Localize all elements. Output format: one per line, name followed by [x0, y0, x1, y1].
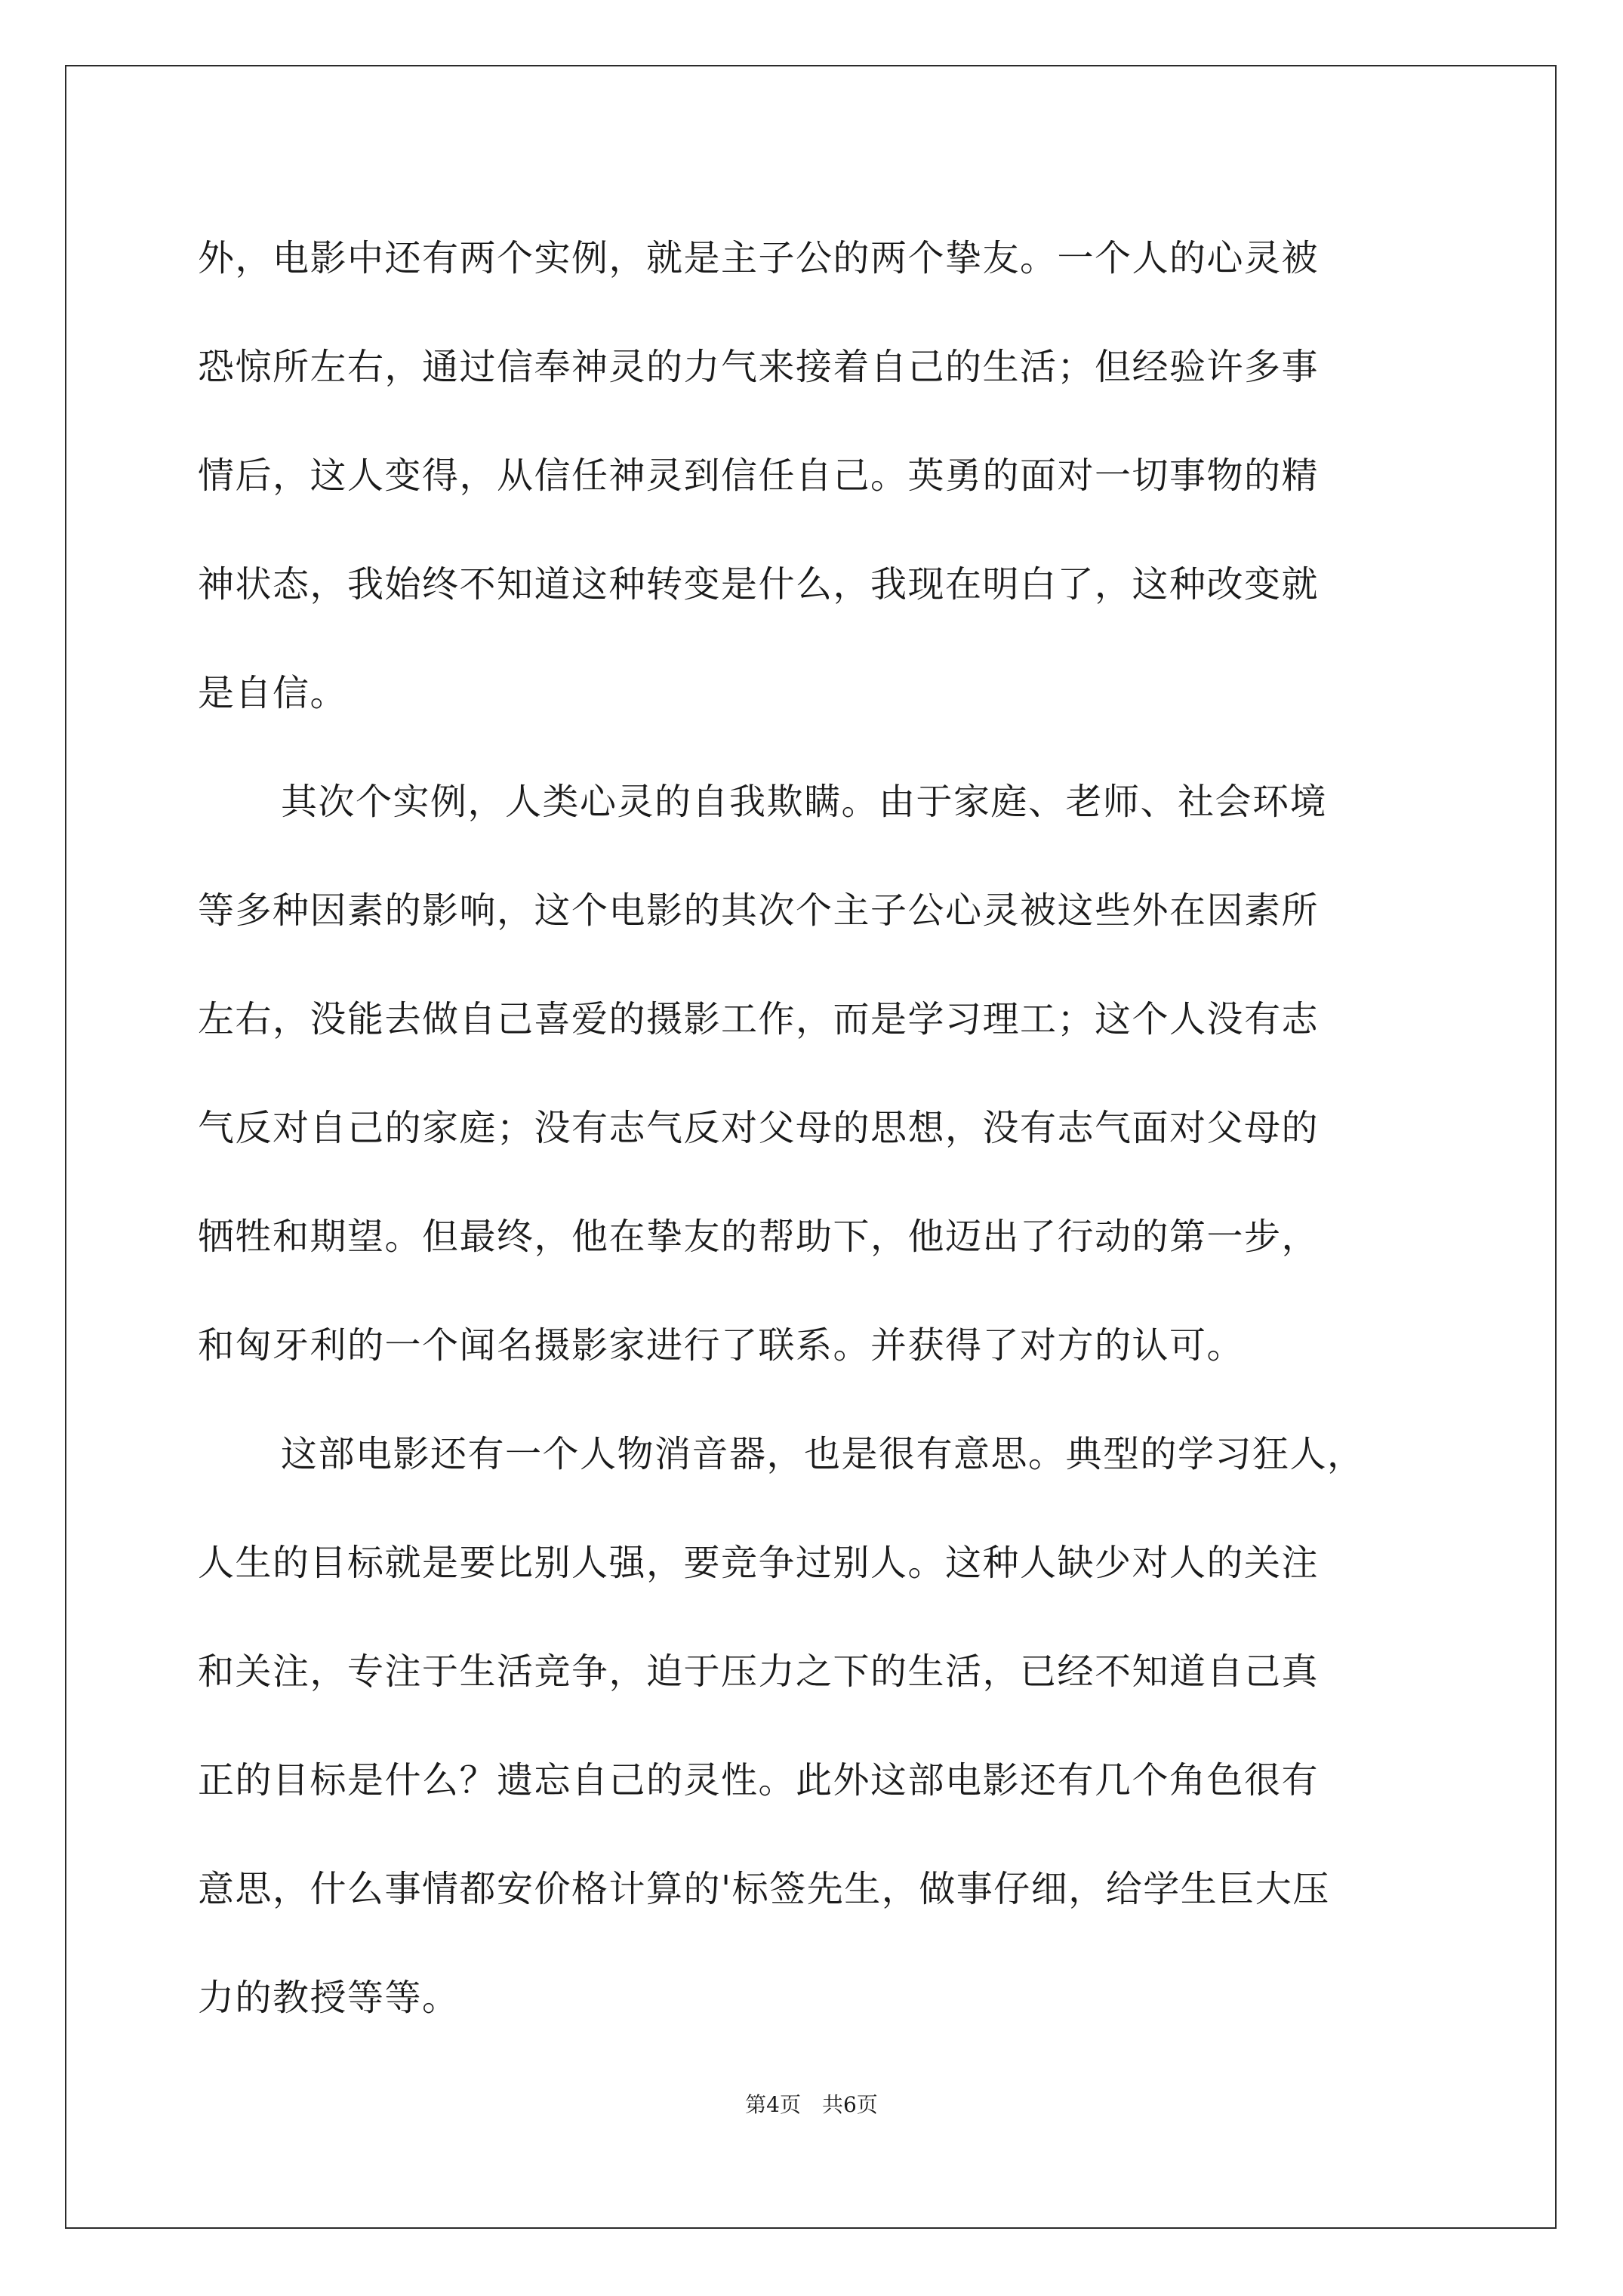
- text-line: 和匈牙利的一个闻名摄影家进行了联系。并获得了对方的认可。: [198, 1324, 1245, 1367]
- text-line: 左右，没能去做自己喜爱的摄影工作，而是学习理工；这个人没有志: [198, 998, 1320, 1040]
- text-line: 情后，这人变得，从信任神灵到信任自己。英勇的面对一切事物的精: [198, 455, 1320, 497]
- paragraph: [198, 747, 1436, 1400]
- text-line: 和关注，专注于生活竞争，迫于压力之下的生活，已经不知道自己真: [198, 1650, 1320, 1693]
- text-line: 是自信。: [198, 672, 348, 714]
- text-line: 正的目标是什么？遗忘自己的灵性。此外这部电影还有几个角色很有: [198, 1759, 1320, 1801]
- text-line: 其次个实例，人类心灵的自我欺瞒。由于家庭、老师、社会环境: [281, 781, 1328, 823]
- text-line: 这部电影还有一个人物消音器，也是很有意思。典型的学习狂人，: [281, 1433, 1365, 1475]
- paragraph: [198, 1400, 1436, 2052]
- text-line: 意思，什么事情都安价格计算的'标签先生，做事仔细，给学生巨大压: [198, 1868, 1330, 1910]
- document-body: [198, 204, 1436, 2052]
- text-line: 气反对自己的家庭；没有志气反对父母的思想，没有志气面对父母的: [198, 1107, 1320, 1149]
- text-line: 等多种因素的影响，这个电影的其次个主子公心灵被这些外在因素所: [198, 889, 1320, 932]
- text-line: 外，电影中还有两个实例，就是主子公的两个挚友。一个人的心灵被: [198, 237, 1320, 279]
- text-line: 神状态，我始终不知道这种转变是什么，我现在明白了，这种改变就: [198, 563, 1320, 606]
- text-line: 牺牲和期望。但最终，他在挚友的帮助下，他迈出了行动的第一步，: [198, 1216, 1320, 1258]
- paragraph: [198, 204, 1436, 747]
- text-line: 人生的目标就是要比别人强，要竞争过别人。这种人缺少对人的关注: [198, 1542, 1320, 1584]
- page-number-footer: 第4页 共6页: [745, 2092, 878, 2117]
- text-line: 恐惊所左右，通过信奉神灵的力气来接着自己的生活；但经验许多事: [198, 346, 1320, 388]
- text-line: 力的教授等等。: [198, 1977, 460, 2019]
